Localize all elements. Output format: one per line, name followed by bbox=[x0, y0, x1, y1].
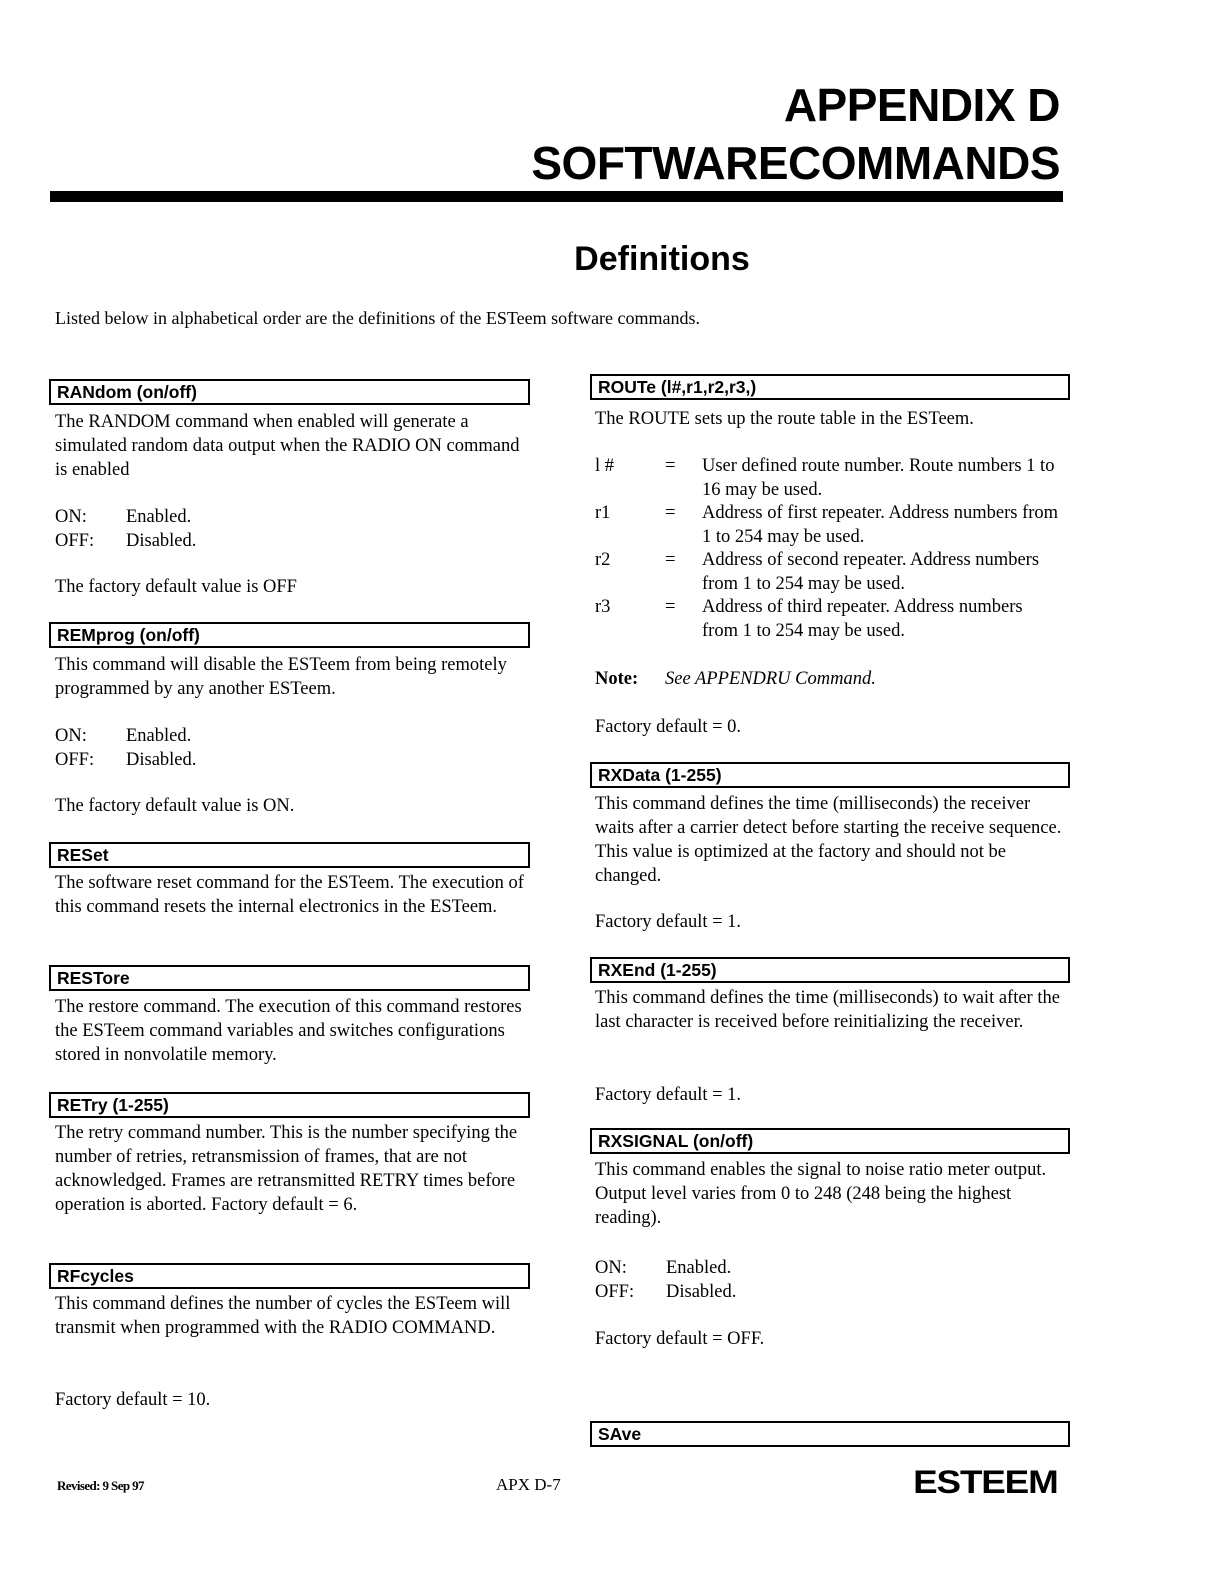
command-desc-route: The ROUTE sets up the route table in the ESTeem. bbox=[595, 409, 974, 429]
default-rxend: Factory default = 1. bbox=[595, 1085, 742, 1105]
option-value-off: Disabled. bbox=[126, 531, 197, 551]
param-name: r3 bbox=[595, 597, 611, 617]
default-random: The factory default value is OFF bbox=[55, 577, 297, 597]
param-equals: = bbox=[665, 550, 676, 570]
option-label-off: OFF: bbox=[55, 750, 95, 770]
header-rule bbox=[50, 191, 1063, 202]
option-value-on: Enabled. bbox=[666, 1258, 732, 1278]
esteem-logo: ESTEEM bbox=[913, 1464, 1058, 1500]
command-heading-save: SAve bbox=[590, 1421, 1070, 1447]
param-equals: = bbox=[665, 503, 676, 523]
default-rxdata: Factory default = 1. bbox=[595, 912, 742, 932]
option-label-on: ON: bbox=[55, 507, 87, 527]
appendix-title: APPENDIX D bbox=[783, 79, 1060, 131]
param-equals: = bbox=[665, 456, 676, 476]
command-desc-retry: The retry command number. This is the number specifying the number of retries, retransmission of frames, that are not acknowledged. Frames are retransmitted RETRY times before operation is aborted. Factory default = 6. bbox=[55, 1123, 518, 1215]
option-label-on: ON: bbox=[595, 1258, 627, 1278]
appendix-subtitle: SOFTWARECOMMANDS bbox=[531, 137, 1060, 189]
option-label-off: OFF: bbox=[595, 1282, 635, 1302]
command-heading-rxend: RXEnd (1-255) bbox=[590, 957, 1070, 983]
command-heading-restore: RESTore bbox=[49, 965, 530, 991]
param-name: r2 bbox=[595, 550, 611, 570]
command-desc-rxdata: This command defines the time (milliseconds) the receiver waits after a carrier detect before starting the receive sequence. This value is optimized at the factory and should not be changed. bbox=[595, 794, 1062, 886]
intro-text: Listed below in alphabetical order are the definitions of the ESTeem software commands. bbox=[55, 308, 701, 328]
command-desc-rxend: This command defines the time (milliseconds) to wait after the last character is received before reinitializing the receiver. bbox=[595, 988, 1060, 1032]
command-heading-rxsignal: RXSIGNAL (on/off) bbox=[590, 1128, 1070, 1154]
command-heading-random: RANdom (on/off) bbox=[49, 379, 530, 405]
default-remprog: The factory default value is ON. bbox=[55, 796, 295, 816]
param-name: l # bbox=[595, 456, 615, 476]
option-value-off: Disabled. bbox=[126, 750, 197, 770]
revision-date: Revised: 9 Sep 97 bbox=[57, 1478, 144, 1493]
command-desc-rfcycles: This command defines the number of cycles the ESTeem will transmit when programmed with the RADIO COMMAND. bbox=[55, 1294, 511, 1338]
option-value-on: Enabled. bbox=[126, 507, 192, 527]
param-equals: = bbox=[665, 597, 676, 617]
option-value-on: Enabled. bbox=[126, 726, 192, 746]
param-name: r1 bbox=[595, 503, 611, 523]
default-rfcycles: Factory default = 10. bbox=[55, 1390, 211, 1410]
default-route: Factory default = 0. bbox=[595, 717, 742, 737]
command-desc-random: The RANDOM command when enabled will generate a simulated random data output when the RADIO ON command is enabled bbox=[55, 412, 520, 480]
command-desc-remprog: This command will disable the ESTeem from being remotely programmed by any another ESTeem. bbox=[55, 655, 507, 699]
param-desc: User defined route number. Route numbers 1 to 16 may be used. bbox=[702, 456, 1055, 500]
command-desc-reset: The software reset command for the ESTeem. The execution of this command resets the internal electronics in the ESTeem. bbox=[55, 873, 524, 917]
section-title: Definitions bbox=[574, 240, 750, 278]
param-desc: Address of first repeater. Address numbers from 1 to 254 may be used. bbox=[702, 503, 1059, 547]
command-desc-restore: The restore command. The execution of this command restores the ESTeem command variables and switches configurations stored in nonvolatile memory. bbox=[55, 997, 522, 1065]
command-desc-rxsignal: This command enables the signal to noise ratio meter output. Output level varies from 0 to 248 (248 being the highest reading). bbox=[595, 1160, 1047, 1228]
note-label: Note: bbox=[595, 669, 639, 689]
command-heading-retry: RETry (1-255) bbox=[49, 1092, 530, 1118]
option-value-off: Disabled. bbox=[666, 1282, 737, 1302]
command-heading-remprog: REMprog (on/off) bbox=[49, 622, 530, 648]
option-label-off: OFF: bbox=[55, 531, 95, 551]
default-rxsignal: Factory default = OFF. bbox=[595, 1329, 765, 1349]
page-number: APX D-7 bbox=[496, 1475, 561, 1494]
option-label-on: ON: bbox=[55, 726, 87, 746]
note-text: See APPENDRU Command. bbox=[665, 669, 876, 689]
param-desc: Address of third repeater. Address numbers from 1 to 254 may be used. bbox=[702, 597, 1023, 641]
command-heading-reset: RESet bbox=[49, 842, 530, 868]
param-desc: Address of second repeater. Address numbers from 1 to 254 may be used. bbox=[702, 550, 1040, 594]
command-heading-route: ROUTe (l#,r1,r2,r3,) bbox=[590, 374, 1070, 400]
command-heading-rxdata: RXData (1-255) bbox=[590, 762, 1070, 788]
command-heading-rfcycles: RFcycles bbox=[49, 1263, 530, 1289]
